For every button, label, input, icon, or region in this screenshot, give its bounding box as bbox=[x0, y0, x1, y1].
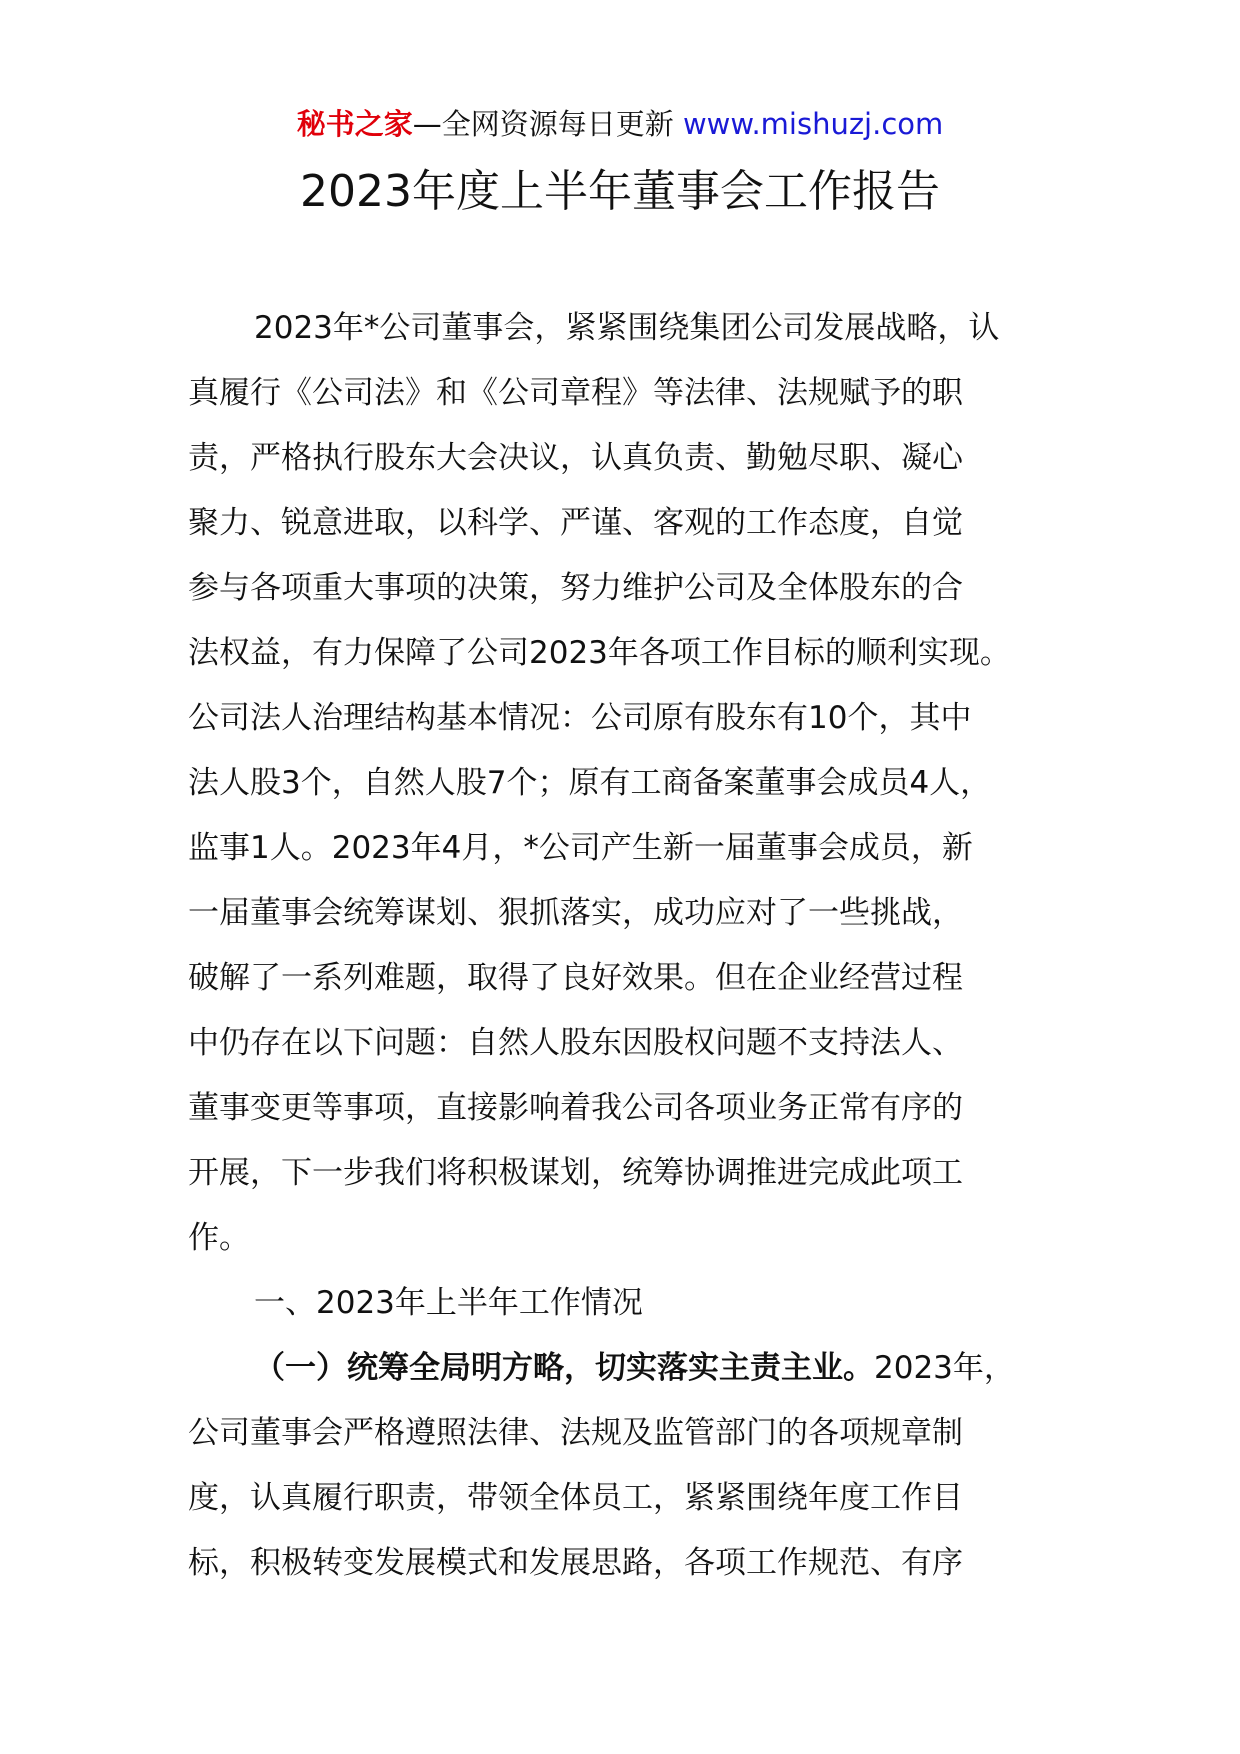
paragraph-line: 破解了一系列难题，取得了良好效果。但在企业经营过程 bbox=[188, 960, 963, 996]
header-slogan: —全网资源每日更新 bbox=[412, 107, 683, 141]
paragraph-line: 一届董事会统筹谋划、狠抓落实，成功应对了一些挑战， bbox=[188, 895, 963, 931]
subsection-heading: （一）统筹全局明方略，切实落实主责主业。 bbox=[254, 1350, 874, 1386]
paragraph-line: 法人股3个，自然人股7个；原有工商备案董事会成员4人， bbox=[188, 765, 992, 801]
document-body bbox=[188, 296, 1088, 1596]
paragraph-line: 真履行《公司法》和《公司章程》等法律、法规赋予的职 bbox=[188, 375, 963, 411]
subsection-line bbox=[188, 1336, 1088, 1401]
paragraph-line: 监事1人。2023年4月，*公司产生新一届董事会成员，新 bbox=[188, 830, 973, 866]
paragraph-line: 聚力、锐意进取，以科学、严谨、客观的工作态度，自觉 bbox=[188, 505, 963, 541]
section-heading: 一、2023年上半年工作情况 bbox=[254, 1285, 643, 1321]
paragraph-line: 度，认真履行职责，带领全体员工，紧紧围绕年度工作目 bbox=[188, 1480, 963, 1516]
paragraph-line: 2023年*公司董事会，紧紧围绕集团公司发展战略，认 bbox=[254, 310, 1000, 346]
paragraph-line: 法权益，有力保障了公司2023年各项工作目标的顺利实现。 bbox=[188, 635, 1011, 671]
paragraph-line: 公司董事会严格遵照法律、法规及监管部门的各项规章制 bbox=[188, 1415, 963, 1451]
paragraph-line: 开展，下一步我们将积极谋划，统筹协调推进完成此项工 bbox=[188, 1155, 963, 1191]
paragraph-line: 责，严格执行股东大会决议，认真负责、勤勉尽职、凝心 bbox=[188, 440, 963, 476]
watermark-header bbox=[0, 104, 1240, 144]
paragraph-line: 标，积极转变发展模式和发展思路，各项工作规范、有序 bbox=[188, 1545, 963, 1581]
paragraph-line: 参与各项重大事项的决策，努力维护公司及全体股东的合 bbox=[188, 570, 963, 606]
header-brand: 秘书之家 bbox=[296, 107, 413, 141]
paragraph-line: 董事变更等事项，直接影响着我公司各项业务正常有序的 bbox=[188, 1090, 963, 1126]
paragraph-line: 作。 bbox=[188, 1220, 250, 1256]
paragraph-line: 公司法人治理结构基本情况：公司原有股东有10个，其中 bbox=[188, 700, 972, 736]
document-title: 2023年度上半年董事会工作报告 bbox=[300, 166, 940, 217]
paragraph-line: 中仍存在以下问题：自然人股东因股权问题不支持法人、 bbox=[188, 1025, 963, 1061]
header-url-link[interactable]: www.mishuzj.com bbox=[682, 107, 944, 141]
subsection-text: 2023年， bbox=[874, 1350, 1015, 1386]
